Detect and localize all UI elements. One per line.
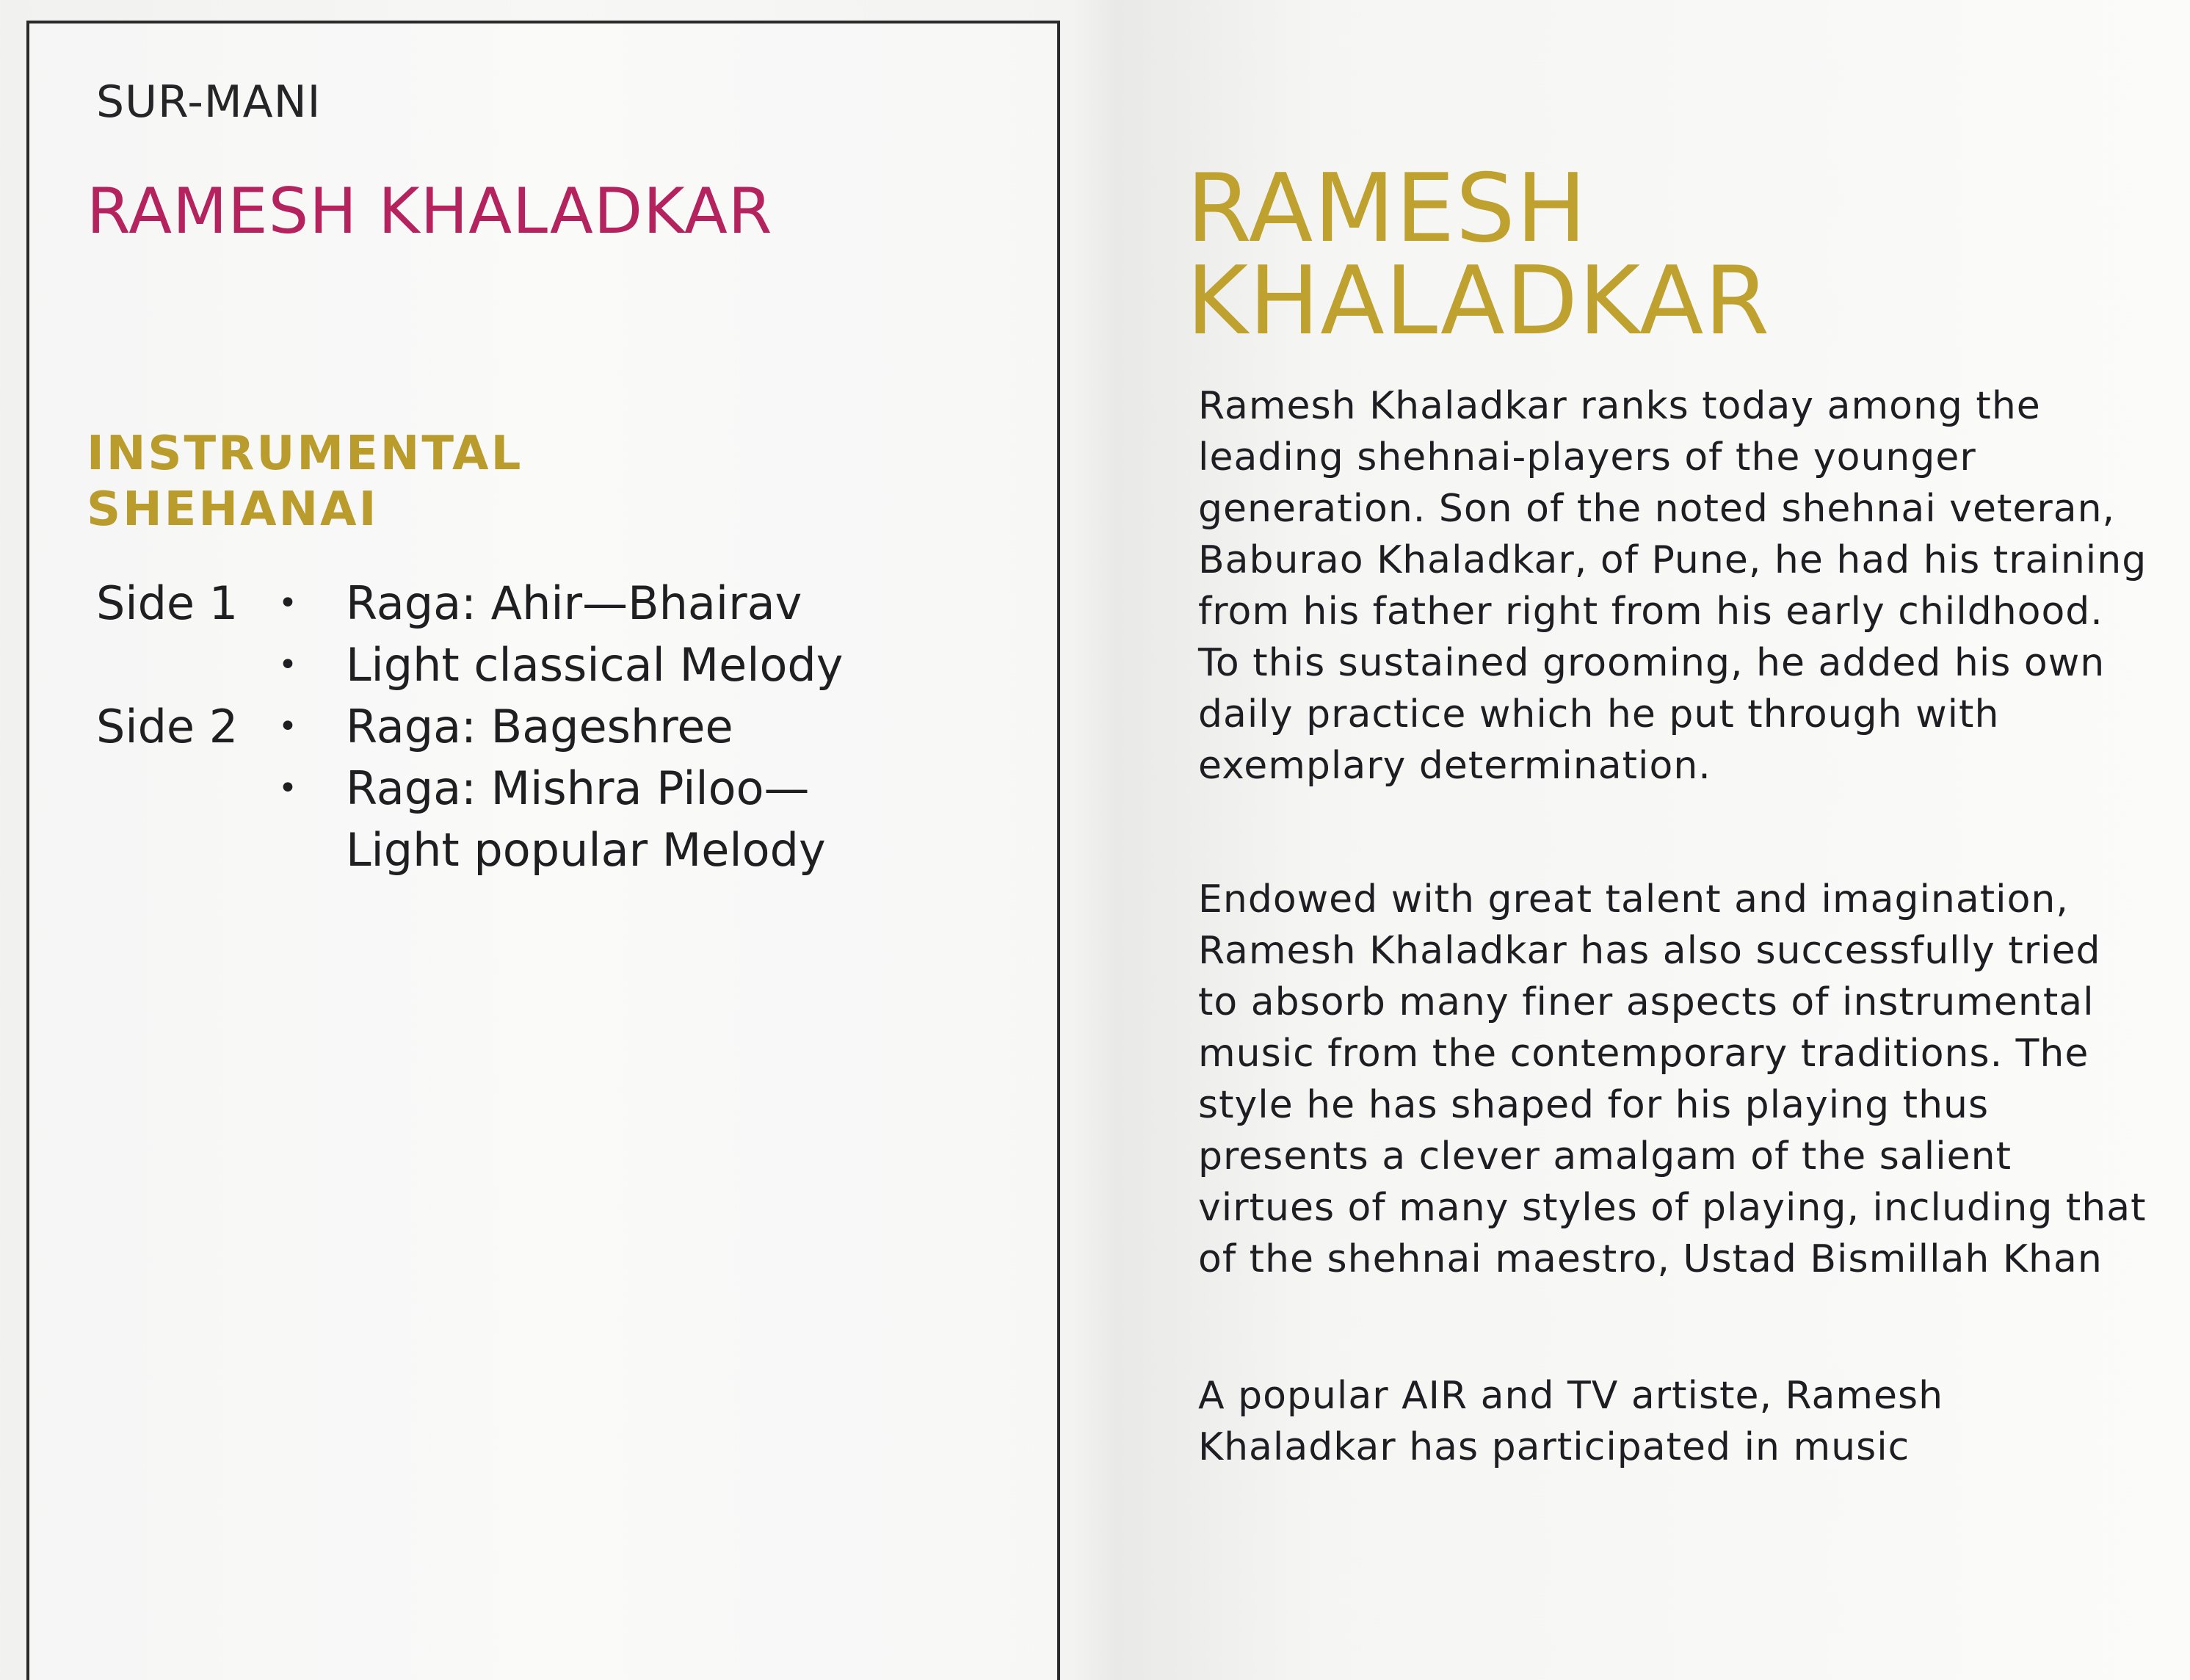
bullet-icon: • xyxy=(278,584,297,622)
biography-paragraph: Endowed with great talent and imagination, Ramesh Khaladkar has also successfully tried to absorb many finer aspects of instrumental music from the contemporary traditions. The style he has shaped for his playing thus presents a clever amalgam of the salient virtues of many styles of playing, including that of the shehnai maestro, Ustad Bismillah Khan xyxy=(1198,877,2147,1281)
bullet-icon: • xyxy=(278,708,297,745)
bullet-icon: • xyxy=(278,770,297,807)
biography-paragraph: A popular AIR and TV artiste, Ramesh Khaladkar has participated in music xyxy=(1198,1374,1944,1469)
category-line-1: INSTRUMENTAL xyxy=(87,427,523,481)
track-title: Raga: Ahir—Bhairav xyxy=(346,576,802,630)
category-heading xyxy=(87,426,523,537)
side-label: Side 1 xyxy=(96,576,239,630)
series-label: SUR-MANI xyxy=(96,76,322,128)
track-title: Light classical Melody xyxy=(346,638,844,692)
artist-name: RAMESH KHALADKAR xyxy=(87,175,773,248)
biography-panel xyxy=(1175,0,2190,1634)
biography-title xyxy=(1186,154,1771,356)
track-title: Raga: Bageshree xyxy=(346,700,733,753)
bullet-icon: • xyxy=(278,646,297,684)
biography-title-line-1: RAMESH xyxy=(1186,154,1588,264)
biography-title-line-2: KHALADKAR xyxy=(1186,247,1771,356)
category-line-2: SHEHANAI xyxy=(87,482,379,537)
biography-paragraph: Ramesh Khaladkar ranks today among the leading shehnai-players of the younger generation. Son of the noted shehnai veteran, Baburao Khaladkar, of Pune, he had his training from his father right from his early childhood. To this sustained grooming, he added his own daily practice which he put through with exemplary determination. xyxy=(1198,384,2147,788)
side-label: Side 2 xyxy=(96,700,239,753)
track-title: Raga: Mishra Piloo— xyxy=(346,761,810,815)
track-title: Light popular Melody xyxy=(346,823,826,877)
